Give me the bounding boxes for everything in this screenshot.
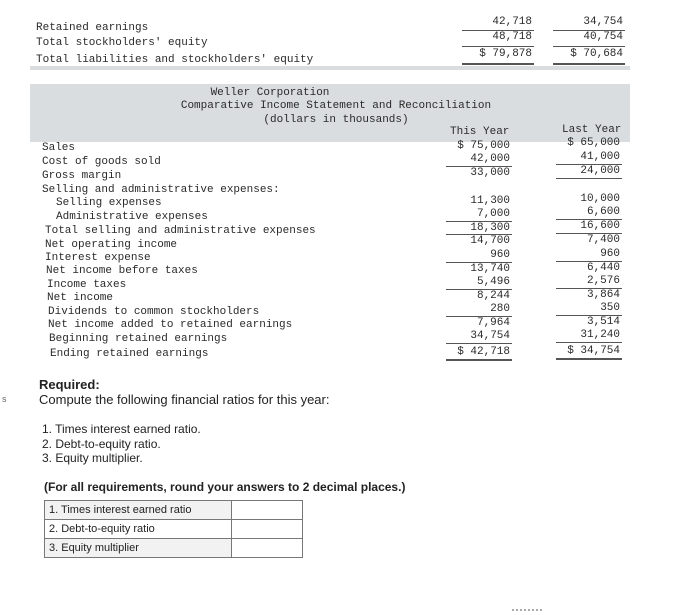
bs-this-year: 48,718 xyxy=(492,31,532,43)
margin-mark: s xyxy=(2,394,7,404)
bottom-dots xyxy=(512,609,542,613)
rule xyxy=(446,166,512,167)
is-label: Administrative expenses xyxy=(56,211,208,223)
answer-label: 2. Debt-to-equity ratio xyxy=(45,520,232,539)
bs-last-year: 40,754 xyxy=(583,31,623,43)
col-header-this-year: This Year xyxy=(450,126,510,138)
rule xyxy=(462,30,534,31)
double-rule xyxy=(553,63,625,65)
bs-last-year: 34,754 xyxy=(583,16,623,28)
rule xyxy=(556,288,622,289)
is-last-year: 41,000 xyxy=(580,151,620,163)
is-this-year: 18,300 xyxy=(470,222,510,234)
rule xyxy=(446,234,512,235)
rule xyxy=(556,342,622,343)
is-last-year: 16,600 xyxy=(580,220,620,232)
bs-this-year: 42,718 xyxy=(492,16,532,28)
col-header-last-year: Last Year xyxy=(562,124,622,136)
rule xyxy=(556,233,622,234)
rule xyxy=(446,343,512,344)
is-label: Cost of goods sold xyxy=(42,156,161,168)
is-last-year: 6,440 xyxy=(586,262,620,274)
is-last-year: 2,576 xyxy=(586,275,620,287)
is-label: Ending retained earnings xyxy=(50,348,209,360)
is-this-year: 5,496 xyxy=(476,276,510,288)
is-this-year: 34,754 xyxy=(470,330,510,342)
is-label: Net income before taxes xyxy=(46,265,198,277)
bs-last-year: $ 70,684 xyxy=(570,48,623,60)
is-label: Sales xyxy=(42,142,76,154)
is-this-year: 960 xyxy=(490,249,510,261)
rule xyxy=(446,262,512,263)
rule xyxy=(553,46,625,47)
double-rule xyxy=(446,359,512,361)
debt-to-equity-input[interactable] xyxy=(232,520,303,539)
is-last-year: 350 xyxy=(600,302,620,314)
is-last-year: 960 xyxy=(600,248,620,260)
is-label: Net income xyxy=(47,292,114,304)
rule xyxy=(462,46,534,47)
times-interest-earned-input[interactable] xyxy=(232,501,303,520)
double-rule xyxy=(462,63,534,65)
answer-label: 1. Times interest earned ratio xyxy=(45,501,232,520)
question-item: 3. Equity multiplier. xyxy=(42,451,143,465)
is-label: Dividends to common stockholders xyxy=(48,306,260,318)
table-row xyxy=(45,501,303,520)
is-label: Beginning retained earnings xyxy=(49,333,228,345)
is-last-year: 31,240 xyxy=(580,329,620,341)
rule xyxy=(556,178,622,179)
is-last-year: 3,864 xyxy=(586,289,620,301)
is-last-year: 24,000 xyxy=(580,165,620,177)
is-this-year: 8,244 xyxy=(476,290,510,302)
rule xyxy=(556,219,622,220)
is-this-year: 11,300 xyxy=(470,195,510,207)
statement-subtitle: (dollars in thousands) xyxy=(263,114,409,126)
is-label: Net operating income xyxy=(45,239,178,251)
is-label: Income taxes xyxy=(47,279,127,291)
rule xyxy=(446,221,512,222)
rule xyxy=(446,289,512,290)
is-label: Net income added to retained earnings xyxy=(48,319,293,331)
is-this-year: 42,000 xyxy=(470,153,510,165)
company-name: Weller Corporation xyxy=(210,87,330,99)
is-this-year: 13,740 xyxy=(470,263,510,275)
bs-label: Total stockholders' equity xyxy=(36,37,208,49)
double-rule xyxy=(556,358,622,360)
answer-label: 3. Equity multiplier xyxy=(45,539,232,558)
question-item: 1. Times interest earned ratio. xyxy=(42,422,201,436)
rule xyxy=(556,315,622,316)
is-label: Total selling and administrative expenses xyxy=(45,225,316,237)
is-this-year: $ 42,718 xyxy=(457,346,510,358)
question-item: 2. Debt-to-equity ratio. xyxy=(42,437,161,451)
answer-table xyxy=(44,500,303,558)
is-this-year: 14,700 xyxy=(470,235,510,247)
is-this-year: 7,964 xyxy=(476,317,510,329)
required-heading: Required: xyxy=(39,377,100,392)
is-last-year: $ 65,000 xyxy=(567,137,620,149)
is-this-year: 280 xyxy=(490,303,510,315)
rule xyxy=(556,164,622,165)
bs-label: Total liabilities and stockholders' equity xyxy=(36,54,314,66)
is-label: Interest expense xyxy=(45,252,151,264)
is-this-year: $ 75,000 xyxy=(457,140,510,152)
is-last-year: 10,000 xyxy=(580,193,620,205)
rule xyxy=(553,30,625,31)
is-this-year: 7,000 xyxy=(476,208,510,220)
rounding-instruction: (For all requirements, round your answers to 2 decimal places.) xyxy=(44,480,406,494)
bs-this-year: $ 79,878 xyxy=(479,48,532,60)
bs-label: Retained earnings xyxy=(36,22,149,34)
is-last-year: 6,600 xyxy=(586,206,620,218)
rule xyxy=(446,316,512,317)
is-label: Selling and administrative expenses: xyxy=(42,184,280,196)
is-last-year: $ 34,754 xyxy=(567,345,620,357)
is-last-year: 3,514 xyxy=(586,316,620,328)
table-row xyxy=(45,539,303,558)
rule xyxy=(556,261,622,262)
is-this-year: 33,000 xyxy=(470,167,510,179)
statement-title: Comparative Income Statement and Reconciliation xyxy=(180,100,492,112)
top-strip xyxy=(30,66,630,70)
question-prompt: Compute the following financial ratios for this year: xyxy=(39,392,330,407)
is-label: Gross margin xyxy=(42,170,122,182)
table-row xyxy=(45,520,303,539)
equity-multiplier-input[interactable] xyxy=(232,539,303,558)
is-label: Selling expenses xyxy=(56,197,162,209)
is-last-year: 7,400 xyxy=(586,234,620,246)
